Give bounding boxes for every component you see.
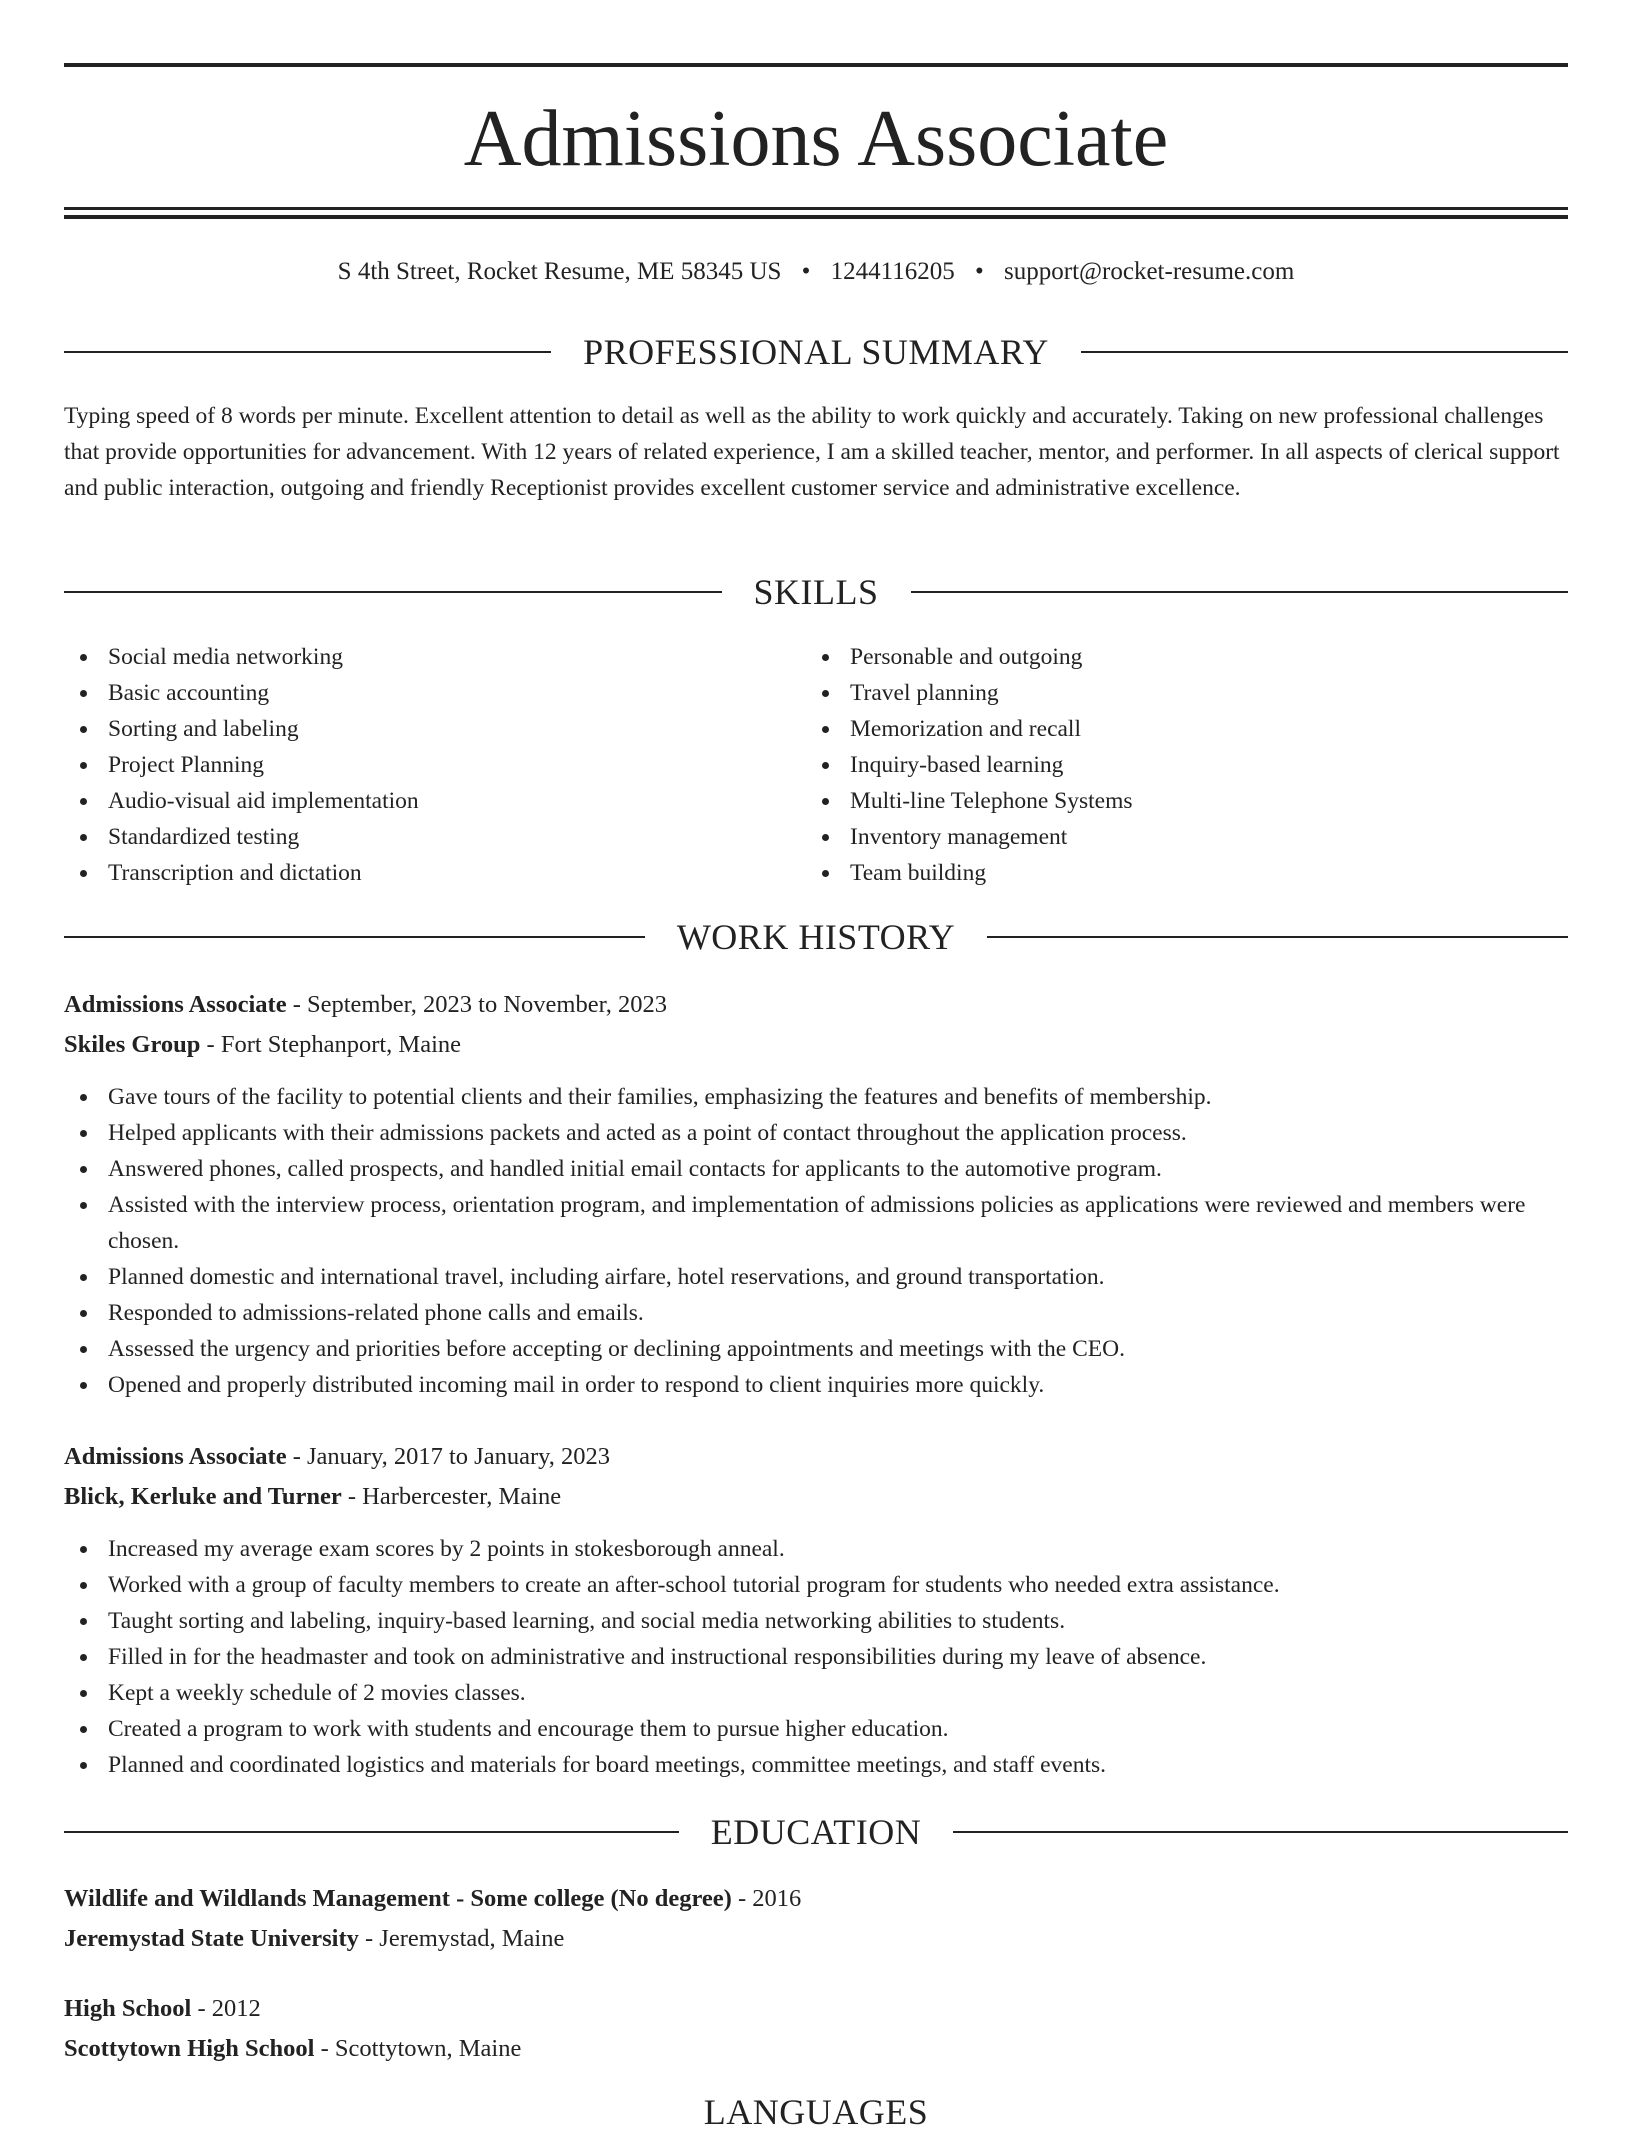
skill-item: Travel planning (806, 675, 1526, 711)
job-bullet: Increased my average exam scores by 2 points in stokesborough anneal. (64, 1531, 1568, 1567)
heading-rule-left (64, 936, 645, 938)
skill-item: Audio-visual aid implementation (64, 783, 784, 819)
job-dash: - (292, 1443, 307, 1470)
job-dash: - (292, 991, 307, 1018)
summary-text: Typing speed of 8 words per minute. Excellent attention to detail as well as the ability to work quickly and accurately. Taking on new professional challenges that provide opportunities for advancement. With 12 years of related experience, I am a skilled teacher, mentor, and performer. In all aspects of clerical support and public interaction, outgoing and friendly Receptionist provides excellent customer service and administrative excellence. (64, 403, 1560, 501)
skills-right-column (806, 639, 1526, 891)
education-year: 2016 (752, 1885, 802, 1912)
contact-separator: • (975, 258, 984, 285)
contact-separator: • (801, 258, 811, 285)
education-dash: - (364, 1925, 380, 1952)
skill-item: Project Planning (64, 747, 784, 783)
job-title: Admissions Associate (64, 991, 287, 1018)
skill-item: Inventory management (806, 819, 1526, 855)
education-school: Jeremystad State University (64, 1925, 359, 1952)
skills-left-column (64, 639, 784, 891)
heading-rule-right (953, 1831, 1568, 1833)
resume-title: Admissions Associate (463, 95, 1169, 183)
summary-heading-label: PROFESSIONAL SUMMARY (583, 332, 1049, 372)
contact-address: S 4th Street, Rocket Resume, ME 58345 US (337, 258, 782, 285)
job-location: Harbercester, Maine (362, 1483, 562, 1510)
job-bullet: Helped applicants with their admissions packets and acted as a point of contact throughout the application process. (64, 1115, 1568, 1151)
job-bullet: Responded to admissions-related phone calls and emails. (64, 1295, 1568, 1331)
job-bullet: Opened and properly distributed incoming mail in order to respond to client inquiries more quickly. (64, 1367, 1568, 1403)
job-company-line (64, 1477, 1568, 1517)
education-school: Scottytown High School (64, 2035, 315, 2062)
education-degree-line (64, 1879, 1568, 1919)
skill-item: Team building (806, 855, 1526, 891)
languages-heading (64, 2090, 1568, 2134)
header-double-rule-lower (64, 215, 1568, 219)
education-degree-line (64, 1989, 1568, 2029)
education-dash: - (320, 2035, 335, 2062)
languages-heading-label: LANGUAGES (703, 2092, 929, 2132)
heading-rule-left (64, 591, 722, 593)
job-location: Fort Stephanport, Maine (220, 1031, 462, 1058)
job-dash: - (347, 1483, 363, 1510)
job-bullet: Created a program to work with students and encourage them to pursue higher education. (64, 1711, 1568, 1747)
education-degree: Wildlife and Wildlands Management - Some college (No degree) (64, 1885, 732, 1912)
job-bullet: Worked with a group of faculty members to create an after-school tutorial program for students who needed extra assistance. (64, 1567, 1568, 1603)
education-school-line (64, 1919, 1568, 1959)
job-title-line (64, 1437, 1568, 1477)
job-bullet: Kept a weekly schedule of 2 movies classes. (64, 1675, 1568, 1711)
education-location: Scottytown, Maine (334, 2035, 522, 2062)
job-dates: January, 2017 to January, 2023 (307, 1443, 611, 1470)
skill-item: Transcription and dictation (64, 855, 784, 891)
job-responsibilities (64, 1531, 1568, 1783)
job-bullet: Answered phones, called prospects, and handled initial email contacts for applicants to the automotive program. (64, 1151, 1568, 1187)
work-heading-label: WORK HISTORY (676, 917, 956, 957)
job-company: Blick, Kerluke and Turner (64, 1483, 342, 1510)
skill-item: Standardized testing (64, 819, 784, 855)
education-year: 2012 (211, 1995, 261, 2022)
education-heading-label: EDUCATION (710, 1812, 922, 1852)
job-title-line (64, 985, 1568, 1025)
education-dash: - (737, 1885, 753, 1912)
job-company-line (64, 1025, 1568, 1065)
skill-item: Personable and outgoing (806, 639, 1526, 675)
job-bullet: Assisted with the interview process, orientation program, and implementation of admissions policies as applications were reviewed and members were chosen. (64, 1187, 1568, 1259)
education-heading (64, 1810, 1568, 1854)
header-top-rule (64, 63, 1568, 67)
job-bullet: Taught sorting and labeling, inquiry-based learning, and social media networking abilities to students. (64, 1603, 1568, 1639)
skills-heading-label: SKILLS (753, 572, 879, 612)
job-dates: September, 2023 to November, 2023 (307, 991, 668, 1018)
job-company: Skiles Group (64, 1031, 201, 1058)
education-degree: High School (64, 1995, 192, 2022)
heading-rule-left (64, 351, 551, 353)
education-school-line (64, 2029, 1568, 2069)
job-title: Admissions Associate (64, 1443, 287, 1470)
contact-line (64, 254, 1568, 290)
skills-heading (64, 570, 1568, 614)
heading-rule-right (911, 591, 1569, 593)
heading-rule-right (987, 936, 1568, 938)
work-heading (64, 915, 1568, 959)
skill-item: Memorization and recall (806, 711, 1526, 747)
contact-phone: 1244116205 (830, 258, 955, 285)
skill-item: Sorting and labeling (64, 711, 784, 747)
heading-rule-right (1081, 351, 1568, 353)
job-bullet: Planned and coordinated logistics and materials for board meetings, committee meetings, and staff events. (64, 1747, 1568, 1783)
job-bullet: Planned domestic and international travel, including airfare, hotel reservations, and ground transportation. (64, 1259, 1568, 1295)
education-dash: - (197, 1995, 212, 2022)
job-bullet: Gave tours of the facility to potential clients and their families, emphasizing the features and benefits of membership. (64, 1079, 1568, 1115)
skill-item: Multi-line Telephone Systems (806, 783, 1526, 819)
job-bullet: Assessed the urgency and priorities before accepting or declining appointments and meetings with the CEO. (64, 1331, 1568, 1367)
skill-item: Inquiry-based learning (806, 747, 1526, 783)
job-bullet: Filled in for the headmaster and took on administrative and instructional responsibilities during my leave of absence. (64, 1639, 1568, 1675)
header-double-rule-upper (64, 207, 1568, 210)
job-dash: - (206, 1031, 221, 1058)
skill-item: Social media networking (64, 639, 784, 675)
job-responsibilities (64, 1079, 1568, 1403)
contact-email: support@rocket-resume.com (1004, 258, 1295, 285)
skill-item: Basic accounting (64, 675, 784, 711)
summary-heading (64, 330, 1568, 374)
education-location: Jeremystad, Maine (379, 1925, 565, 1952)
heading-rule-left (64, 1831, 679, 1833)
